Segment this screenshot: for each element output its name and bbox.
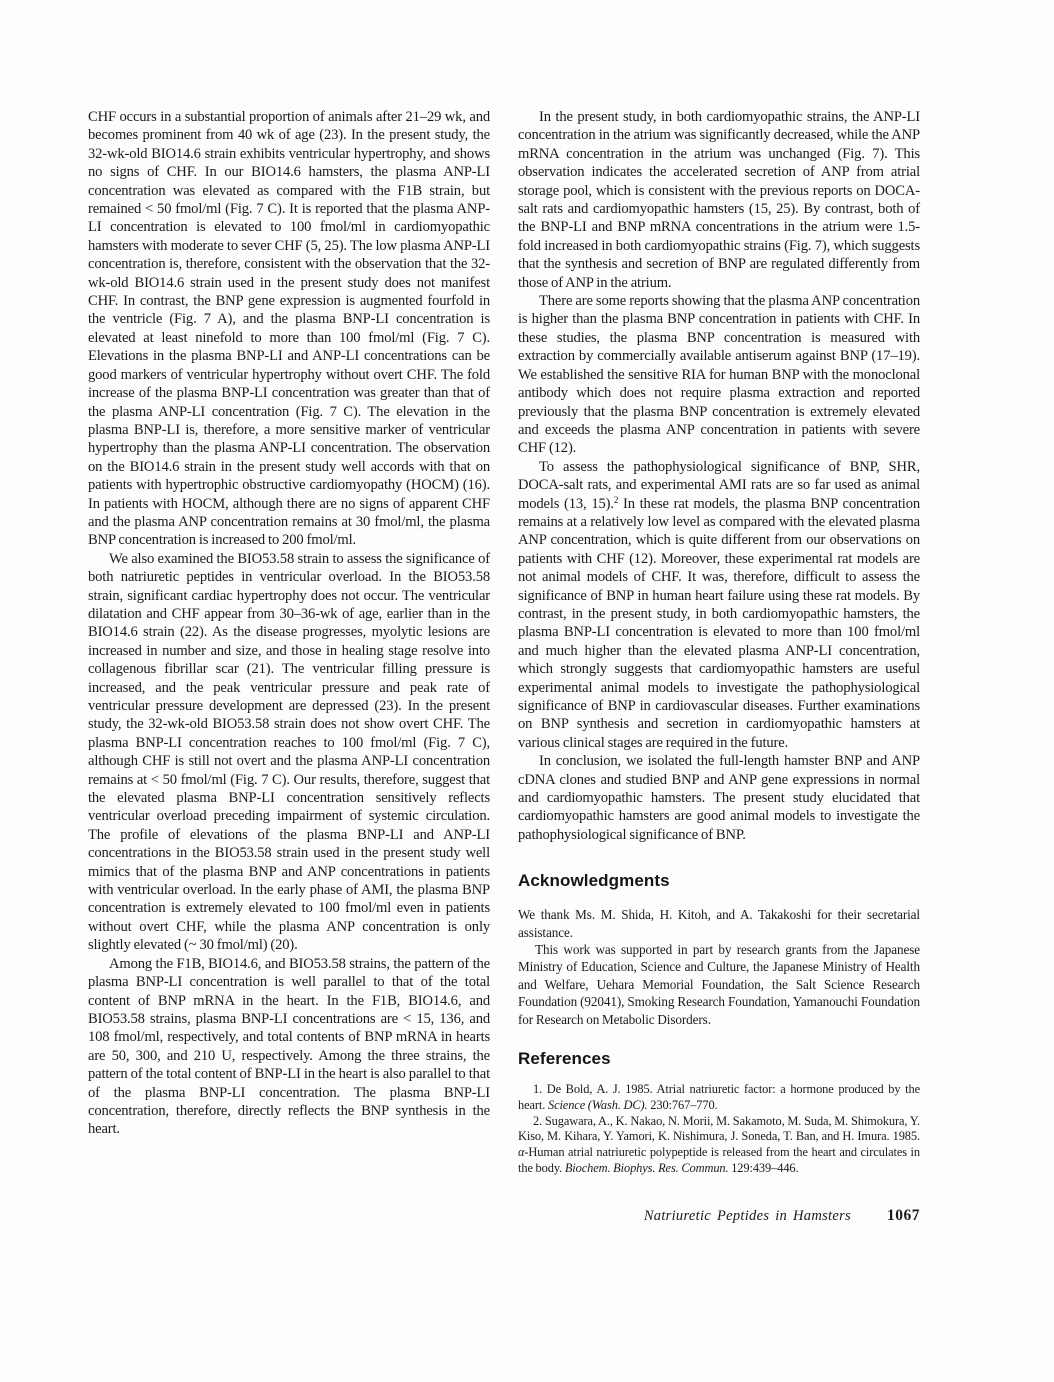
body-paragraph: To assess the pathophysiological significance of BNP, SHR, DOCA-salt rats, and experimental AMI rats are so far used as animal models (13, 15).$^2$ In these rat models, the plasma BNP concentration remains at a relatively low level as compared with the elevated plasma ANP concentration, which is quite different from our observations on patients with CHF (12). Moreover, these experimental rat models are not animal models of CHF. It was, therefore, difficult to assess the significance of BNP in human heart failure using these rat models. By contrast, in the present study, in both cardiomyopathic hamsters, the plasma BNP-LI concentration is elevated to more than 100 fmol/ml and much higher than the elevated plasma ANP-LI concentration, which strongly suggests that cardiomyopathic hamsters are useful experimental animal models to investigate the pathophysiological significance of BNP in cardiovascular diseases. Further examinations on BNP synthesis and secretion in cardiomyopathic hamsters at various clinical stages are required in the future.: [518, 458, 920, 751]
left-column: [88, 108, 490, 1139]
body-paragraph: Among the F1B, BIO14.6, and BIO53.58 strains, the pattern of the plasma BNP-LI concentration is well parallel to that of the total content of BNP mRNA in the heart. In the F1B, BIO14.6, and BIO53.58 strains, plasma BNP-LI concentrations are < 15, 136, and 108 fmol/ml, respectively, and total contents of BNP mRNA in hearts are 50, 300, and 210 U, respectively. Among the three strains, the pattern of the total content of BNP-LI in the heart is also parallel to that of the plasma BNP-LI concentration. The plasma BNP-LI concentration, therefore, directly reflects the BNP synthesis in the heart.: [88, 955, 490, 1138]
page-footer: [518, 1207, 920, 1225]
acknowledgments-heading: Acknowledgments: [518, 871, 670, 891]
page-number: 1067: [887, 1206, 920, 1224]
body-paragraph: We also examined the BIO53.58 strain to assess the significance of both natriuretic peptides in ventricular overload. In the BIO53.58 strain, significant cardiac hypertrophy does not occur. The ventricular dilatation and CHF appear from 30–36-wk of age, earlier than in the BIO14.6 strain (22). As the disease progresses, myolytic lesions are increased in number and size, and those in healing stage resolve into collagenous fibrillar scar (21). The ventricular filling pressure is increased, and the peak ventricular pressure and peak rate of ventricular pressure development are depressed (23). In the present study, the 32-wk-old BIO53.58 strain does not show overt CHF. The plasma BNP-LI concentration reaches to 100 fmol/ml (Fig. 7 C), although CHF is still not overt and the plasma ANP-LI concentration remains at < 50 fmol/ml (Fig. 7 C). Our results, therefore, suggest that the elevated plasma BNP-LI concentration sensitively reflects ventricular overload preceding impairment of systemic circulation. The profile of elevations of the plasma BNP-LI and ANP-LI concentrations in the BIO53.58 strain used in the present study well mimics that of the plasma BNP and ANP concentrations in patients with ventricular overload. In the early phase of AMI, the plasma BNP concentration is extremely elevated to 100 fmol/ml even in patients without overt CHF, while the plasma ANP concentration is only slightly elevated (~ 30 fmol/ml) (20).: [88, 550, 490, 954]
acknowledgments-paragraph: This work was supported in part by research grants from the Japanese Ministry of Education, Science and Culture, the Japanese Ministry of Health and Welfare, Uehara Memorial Foundation, the Salt Science Research Foundation (92041), Smoking Research Foundation, Yamanouchi Foundation for Research on Metabolic Disorders.: [518, 942, 920, 1027]
right-column: [518, 108, 920, 1225]
reference-item: 2. Sugawara, A., K. Nakao, N. Morii, M. Sakamoto, M. Suda, M. Shimokura, Y. Kiso, M. Kihara, Y. Yamori, K. Nishimura, J. Soneda, T. Ban, and H. Imura. 1985. α-Human atrial natriuretic polypeptide is released from the heart and circulates in the body. Biochem. Biophys. Res. Commun. 129:439–446.: [518, 1113, 920, 1176]
running-title: Natriuretic Peptides in Hamsters: [643, 1207, 851, 1224]
body-paragraph: There are some reports showing that the plasma ANP concentration is higher than the plasma BNP concentration in patients with CHF. In these studies, the plasma BNP concentration is measured with extraction by commercially available antiserum against BNP (17–19). We established the sensitive RIA for human BNP with the monoclonal antibody which does not require plasma extraction and reported previously that the plasma BNP concentration is extremely elevated and exceeds the plasma ANP concentration in patients with severe CHF (12).: [518, 293, 920, 457]
references-heading: References: [518, 1049, 611, 1069]
acknowledgments-paragraph: We thank Ms. M. Shida, H. Kitoh, and A. Takakoshi for their secretarial assistance.: [518, 907, 920, 940]
body-paragraph: In the present study, in both cardiomyopathic strains, the ANP-LI concentration in the atrium was significantly decreased, while the ANP mRNA concentration in the atrium was unchanged (Fig. 7). This observation indicates the accelerated secretion of ANP from atrial storage pool, which is consistent with the previous reports on DOCA-salt rats and cardiomyopathic hamsters (15, 25). By contrast, both of the BNP-LI and BNP mRNA concentrations in the atrium were 1.5-fold increased in both cardiomyopathic strains (Fig. 7), which suggests that the synthesis and secretion of BNP are regulated differently from those of ANP in the atrium.: [518, 109, 920, 291]
body-paragraph: In conclusion, we isolated the full-length hamster BNP and ANP cDNA clones and studied BNP and ANP gene expressions in normal and cardiomyopathic hamsters. The present study elucidated that cardiomyopathic hamsters are good animal models to investigate the pathophysiological significance of BNP.: [518, 753, 920, 843]
body-paragraph: CHF occurs in a substantial proportion of animals after 21–29 wk, and becomes prominent from 40 wk of age (23). In the present study, the 32-wk-old BIO14.6 strain exhibits ventricular hypertrophy, and shows no signs of CHF. In our BIO14.6 hamsters, the plasma ANP-LI concentration was elevated as compared with the F1B strain, but remained < 50 fmol/ml (Fig. 7 C). It is reported that the plasma ANP-LI concentration is elevated to 100 fmol/ml in cardiomyopathic hamsters with moderate to sever CHF (5, 25). The low plasma ANP-LI concentration is, therefore, consistent with the observation that the 32-wk-old BIO14.6 strain used in the present study does not manifest CHF. In contrast, the BNP gene expression is augmented fourfold in the ventricle (Fig. 7 A), and the plasma BNP-LI concentration is elevated at least ninefold to more than 100 fmol/ml (Fig. 7 C). Elevations in the plasma BNP-LI and ANP-LI concentrations can be good markers of ventricular hypertrophy without overt CHF. The fold increase of the plasma BNP-LI concentration was greater than that of the plasma ANP-LI concentration (Fig. 7 C). The elevation in the plasma BNP-LI is, therefore, a more sensitive marker of ventricular hypertrophy than the plasma ANP-LI concentration. The observation on the BIO14.6 strain in the present study well accords with that on patients with hypertrophic obstructive cardiomyopathy (HOCM) (16). In patients with HOCM, although there are no signs of apparent CHF and the plasma ANP concentration remains at 30 fmol/ml, the plasma BNP concentration is increased to 200 fmol/ml.: [88, 109, 490, 549]
reference-item: 1. De Bold, A. J. 1985. Atrial natriuretic factor: a hormone produced by the heart. Science (Wash. DC). 230:767–770.: [518, 1082, 920, 1112]
